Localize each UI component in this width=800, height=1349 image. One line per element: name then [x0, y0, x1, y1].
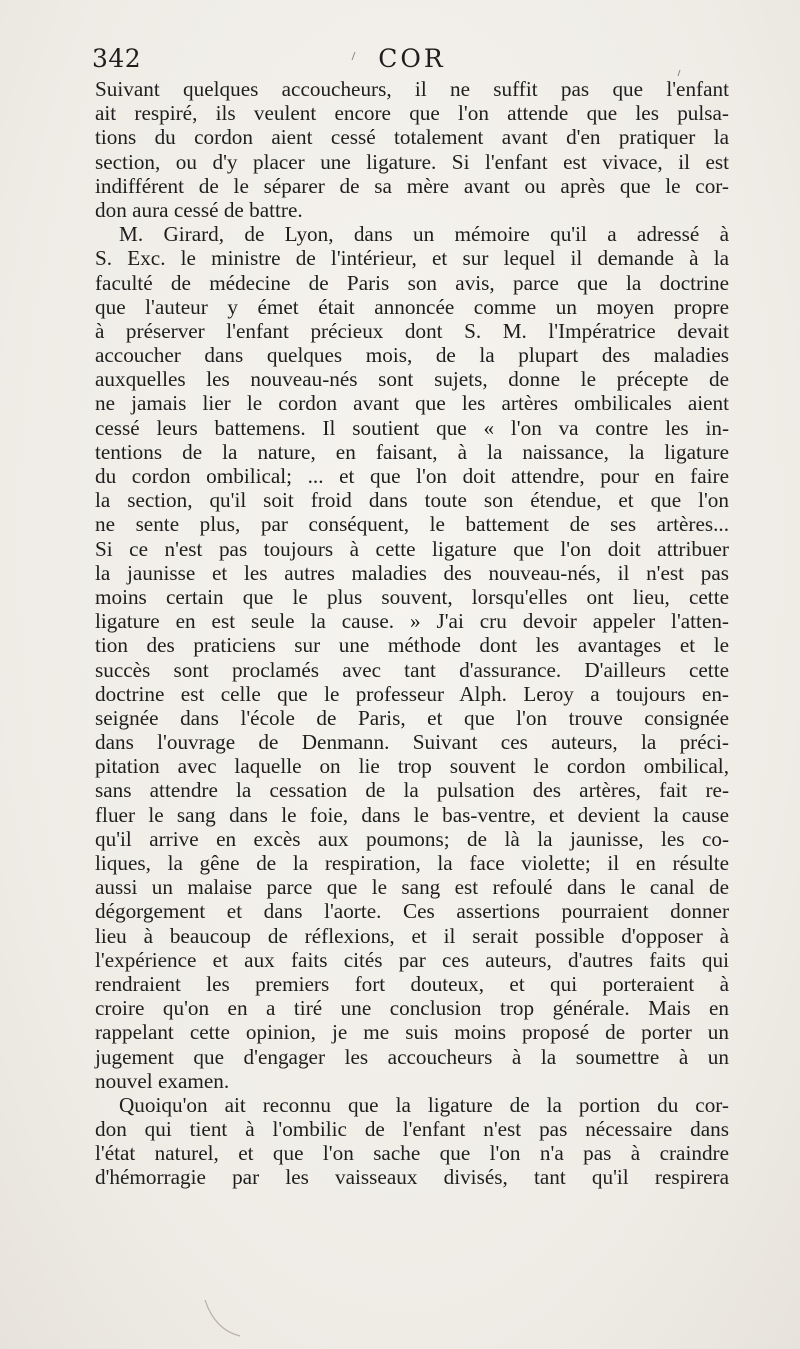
text-line: pitation avec laquelle on lie trop souvent le cordon ombilical, — [95, 754, 729, 779]
text-line: la jaunisse et les autres maladies des nouveau-nés, il n'est pas — [95, 560, 729, 585]
text-line: ne jamais lier le cordon avant que les artères ombilicales aient — [95, 391, 729, 416]
text-line: qu'il arrive en excès aux poumons; de là la jaunisse, les co- — [95, 826, 729, 851]
text-line: la section, qu'il soit froid dans toute son étendue, et que l'on — [95, 488, 729, 513]
text-line: jugement que d'engager les accoucheurs à la soumettre à un — [95, 1044, 729, 1069]
paragraph — [95, 1093, 729, 1190]
paragraph — [95, 222, 729, 1093]
text-line: Si ce n'est pas toujours à cette ligature que l'on doit attribuer — [95, 536, 729, 561]
text-line: sans attendre la cessation de la pulsation des artères, fait re- — [95, 778, 729, 803]
text-line: cessé leurs battemens. Il soutient que « l'on va contre les in- — [95, 415, 729, 440]
text-line: tion des praticiens sur une méthode dont les avantages et le — [95, 633, 729, 658]
text-line: don qui tient à l'ombilic de l'enfant n'est pas nécessaire dans — [95, 1117, 729, 1142]
text-line: nouvel examen. — [95, 1068, 230, 1093]
text-line: l'état naturel, et que l'on sache que l'on n'a pas à craindre — [95, 1141, 729, 1166]
text-line: liques, la gêne de la respiration, la face violette; il en résulte — [95, 851, 729, 875]
text-line: l'expérience et aux faits cités par ces auteurs, d'autres faits qui — [95, 947, 729, 972]
text-line: auxquelles les nouveau-nés sont sujets, donne le précepte de — [95, 367, 729, 392]
text-line: faculté de médecine de Paris son avis, parce que la doctrine — [95, 270, 729, 295]
body-text — [95, 77, 729, 1190]
text-line: fluer le sang dans le foie, dans le bas-ventre, et devient la cause — [95, 802, 729, 827]
paragraph — [95, 77, 729, 222]
text-line: croire qu'on en a tiré une conclusion trop générale. Mais en — [95, 996, 729, 1021]
text-line: ne sente plus, par conséquent, le battement de ses artères... — [95, 512, 729, 537]
text-line: moins certain que le plus souvent, lorsqu'elles ont lieu, cette — [95, 584, 729, 609]
text-line: dans l'ouvrage de Denmann. Suivant ces auteurs, la préci- — [95, 730, 729, 755]
text-line: dégorgement et dans l'aorte. Ces assertions pourraient donner — [95, 899, 729, 924]
text-line: indifférent de le séparer de sa mère avant ou après que le cor- — [95, 173, 729, 198]
text-line: section, ou d'y placer une ligature. Si l'enfant est vivace, il est — [95, 149, 729, 174]
text-line: Quoiqu'on ait reconnu que la ligature de la portion du cor- — [119, 1092, 729, 1117]
text-line: seignée dans l'école de Paris, et que l'on trouve consignée — [95, 705, 729, 730]
text-line: M. Girard, de Lyon, dans un mémoire qu'il a adressé à — [119, 222, 729, 247]
text-line: à préserver l'enfant précieux dont S. M. l'Impératrice devait — [95, 318, 729, 343]
running-head: COR — [378, 44, 446, 73]
text-line: doctrine est celle que le professeur Alph. Leroy a toujours en- — [95, 681, 729, 706]
text-line: ait respiré, ils veulent encore que l'on attende que les pulsa- — [95, 101, 729, 126]
text-line: succès sont proclamés avec tant d'assurance. D'ailleurs cette — [95, 657, 729, 682]
text-line: rendraient les premiers fort douteux, et qui porteraient à — [95, 971, 729, 996]
text-line: tions du cordon aient cessé totalement avant d'en pratiquer la — [95, 125, 729, 150]
text-line: lieu à beaucoup de réflexions, et il serait possible d'opposer à — [95, 923, 729, 948]
text-line: d'hémorragie par les vaisseaux divisés, tant qu'il respirera — [95, 1165, 729, 1190]
text-line: rappelant cette opinion, je me suis moins proposé de porter un — [95, 1020, 729, 1045]
text-line: tentions de la nature, en faisant, à la naissance, la ligature — [95, 439, 729, 464]
text-line: du cordon ombilical; ... et que l'on doit attendre, pour en faire — [95, 464, 729, 488]
page-number: 342 — [92, 44, 142, 73]
text-line: Suivant quelques accoucheurs, il ne suffit pas que l'enfant — [95, 77, 729, 101]
text-line: ligature en est seule la cause. » J'ai cru devoir appeler l'atten- — [95, 609, 729, 634]
text-line: accoucher dans quelques mois, de la plupart des maladies — [95, 343, 729, 368]
text-line: S. Exc. le ministre de l'intérieur, et sur lequel il demande à la — [95, 246, 729, 271]
text-line: don aura cessé de battre. — [95, 197, 303, 222]
text-line: aussi un malaise parce que le sang est refoulé dans le canal de — [95, 875, 729, 900]
text-line: que l'auteur y émet était annoncée comme un moyen propre — [95, 294, 729, 319]
